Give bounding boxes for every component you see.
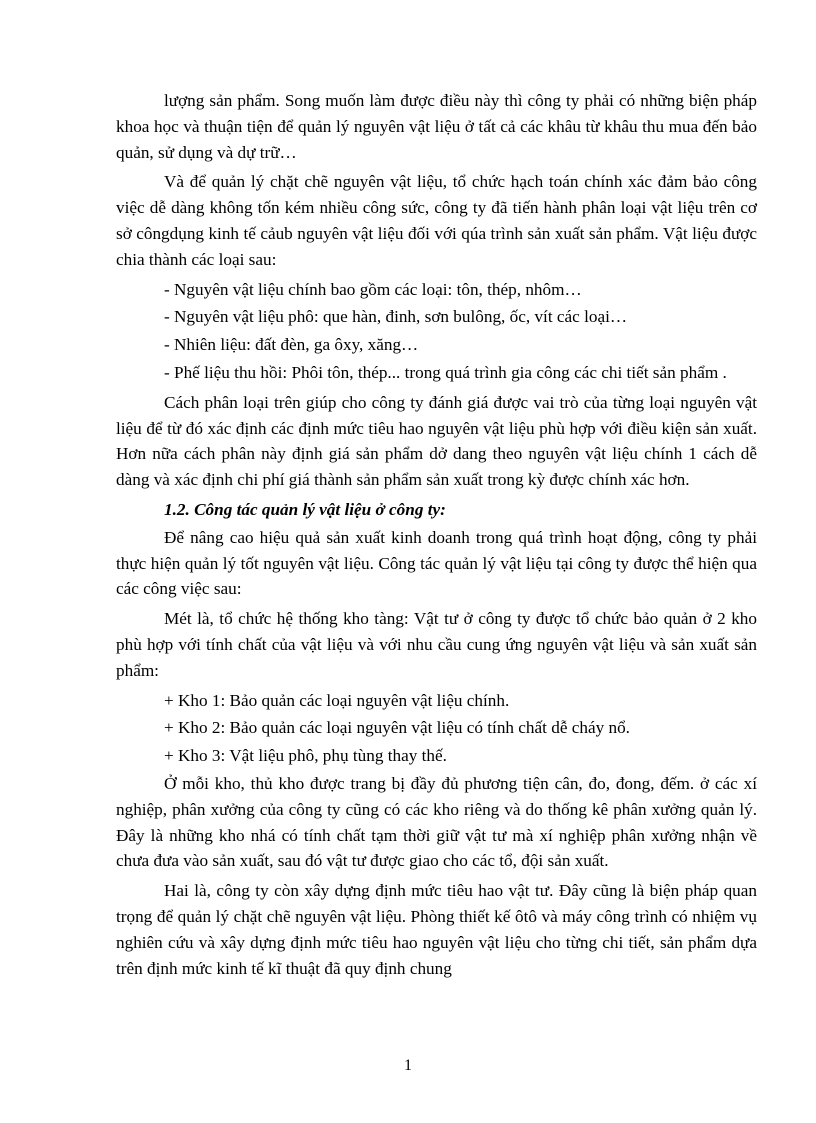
list-item: - Nguyên vật liệu chính bao gồm các loại: tôn, thép, nhôm… — [164, 279, 582, 299]
list-item: - Nguyên vật liệu phô: que hàn, đinh, sơn bulông, ốc, vít các loại… — [164, 307, 628, 327]
list-item: + Kho 2: Bảo quản các loại nguyên vật liệu có tính chất dễ cháy nổ. — [164, 718, 630, 738]
paragraph: Ở mỗi kho, thủ kho được trang bị đầy đủ phương tiện cân, đo, đong, đếm. ở các xí nghiệp, phân xưởng của công ty cũng có các kho riêng và do thống kê phân xưởng quản lý. Đây là những kho nhá có tính chất tạm thời giữ vật tư mà xí nghiệp phân xưởng nhận về chưa đưa vào sản xuất, sau đó vật tư được giao cho các tổ, đội sản xuất. — [116, 773, 757, 871]
paragraph: Hai là, công ty còn xây dựng định mức tiêu hao vật tư. Đây cũng là biện pháp quan trọng để quản lý chặt chẽ nguyên vật liệu. Phòng thiết kế ôtô và máy công trình có nhiệm vụ nghiên cứu và xây dựng định mức tiêu hao nguyên vật liệu cho từng chi tiết, sản phẩm dựa trên định mức kinh tế kĩ thuật đã quy định chung — [116, 881, 757, 978]
list-item: - Nhiên liệu: đất đèn, ga ôxy, xăng… — [164, 335, 419, 355]
document-body — [116, 88, 757, 985]
paragraph: Cách phân loại trên giúp cho công ty đánh giá được vai trò của từng loại nguyên vật liệu để từ đó xác định các định mức tiêu hao nguyên vật liệu phù hợp với điều kiện sản xuất. Hơn nữa cách phân này định giá sản phẩm dở dang theo nguyên vật liệu chính 1 cách dễ dàng và xác định chi phí giá thành sản phẩm sản xuất trong kỳ được chính xác hơn. — [116, 392, 757, 490]
list-item: + Kho 1: Bảo quản các loại nguyên vật liệu chính. — [164, 690, 510, 710]
section-heading: 1.2. Công tác quản lý vật liệu ở công ty: — [164, 499, 446, 519]
paragraph: Mét là, tổ chức hệ thống kho tàng: Vật tư ở công ty được tổ chức bảo quản ở 2 kho phù hợp với tính chất của vật liệu và với nhu cầu cung ứng nguyên vật liệu và sản xuất sản phẩm: — [116, 609, 757, 680]
paragraph: Để nâng cao hiệu quả sản xuất kinh doanh trong quá trình hoạt động, công ty phải thực hiện quản lý tốt nguyên vật liệu. Công tác quản lý vật liệu tại công ty được thể hiện qua các công việc sau: — [116, 527, 757, 599]
list-item: + Kho 3: Vật liệu phô, phụ tùng thay thế. — [164, 746, 447, 766]
page-number: 1 — [404, 1057, 412, 1074]
paragraph: Và để quản lý chặt chẽ nguyên vật liệu, tổ chức hạch toán chính xác đảm bảo công việc dễ dàng không tốn kém nhiều công sức, công ty đã tiến hành phân loại vật liệu trên cơ sở côngdụng kinh tế cảub nguyên vật liệu đối với qúa trình sản xuất sản phẩm. Vật liệu được chia thành các loại sau: — [116, 172, 757, 269]
list-item: - Phế liệu thu hồi: Phôi tôn, thép... trong quá trình gia công các chi tiết sản phẩm . — [164, 362, 727, 382]
paragraph: lượng sản phẩm. Song muốn làm được điều này thì công ty phải có những biện pháp khoa học và thuận tiện để quản lý nguyên vật liệu ở tất cả các khâu từ khâu thu mua đến bảo quản, sử dụng và dự trữ… — [116, 91, 757, 162]
